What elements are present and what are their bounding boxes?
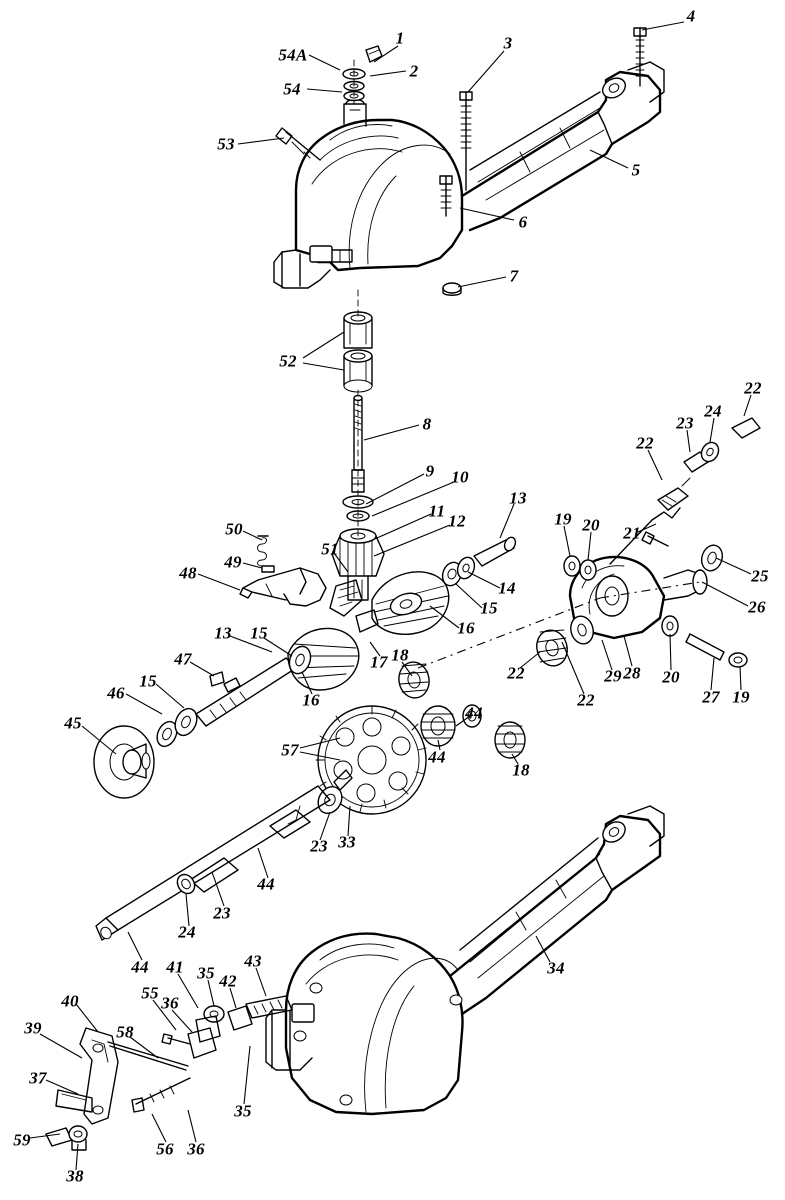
callout-number: 59 [13,1130,31,1150]
bevel-gear-16 [372,536,517,638]
callout-number: 46 [107,683,125,703]
callout-number: 15 [250,623,268,643]
cluster-gear-57 [313,660,525,818]
callout-number: 54 [283,79,301,99]
callout-number: 15 [139,671,157,691]
callout-number: 35 [234,1101,252,1121]
callout-number: 16 [302,690,320,710]
callout-number: 26 [748,597,766,617]
callout-number: 2 [409,61,419,81]
callout-number: 44 [428,747,446,767]
callout-number: 33 [338,832,356,852]
callout-number: 17 [370,652,388,672]
callout-number: 44 [257,874,275,894]
callout-number: 21 [623,523,641,543]
callout-number: 20 [582,515,600,535]
callout-number: 5 [631,160,641,180]
callout-number: 24 [704,401,722,421]
callout-number: 9 [425,461,435,481]
callout-number: 29 [604,666,622,686]
callout-number: 58 [116,1022,134,1042]
callout-number: 42 [219,971,237,991]
callout-number: 13 [509,488,527,508]
callout-number: 36 [187,1139,205,1159]
callout-number: 35 [197,963,215,983]
callout-number: 49 [224,552,242,572]
callout-number: 57 [281,740,299,760]
callout-number: 27 [702,687,720,707]
callout-number: 16 [457,618,475,638]
callout-number: 48 [179,563,197,583]
callout-number: 34 [547,958,565,978]
callout-number: 7 [509,266,519,286]
callout-number: 52 [279,351,297,371]
shift-fork-48 [240,536,326,606]
callout-number: 10 [451,467,469,487]
callout-number: 19 [732,687,750,707]
callout-number: 8 [422,414,432,434]
callout-number: 36 [161,993,179,1013]
callout-number: 11 [428,501,446,521]
callout-number: 20 [662,667,680,687]
callout-number: 53 [217,134,235,154]
input-shaft-8 [332,390,384,600]
callout-number: 22 [744,378,762,398]
callout-number: 22 [577,690,595,710]
callout-number: 13 [214,623,232,643]
callout-number: 51 [321,539,339,559]
callout-number: 6 [518,212,528,232]
callout-number: 40 [61,991,79,1011]
callout-number: 23 [310,836,328,856]
callout-number: 44 [465,703,483,723]
callout-number: 4 [686,6,696,26]
callout-number: 45 [64,713,82,733]
callout-number: 18 [512,760,530,780]
callout-number: 50 [225,519,243,539]
callout-number: 18 [391,645,409,665]
leader-lines [30,22,751,1170]
callout-number: 22 [636,433,654,453]
callout-number: 1 [395,28,405,48]
callout-number: 44 [131,957,149,977]
callout-number: 39 [24,1018,42,1038]
callout-number: 38 [66,1166,84,1186]
callout-number: 28 [623,663,641,683]
callout-number: 41 [166,957,184,977]
callout-number: 55 [141,983,159,1003]
bushings-52 [344,290,372,392]
upper-housing-assembly [274,28,664,295]
callout-number: 43 [244,951,262,971]
callout-number: 14 [498,578,516,598]
callout-number: 12 [448,511,466,531]
callout-number: 24 [178,922,196,942]
callout-number: 54A [278,45,308,65]
callout-number: 22 [507,663,525,683]
callout-number: 15 [480,598,498,618]
callout-number: 23 [213,903,231,923]
callout-number: 23 [676,413,694,433]
callout-number: 3 [503,33,513,53]
callout-number: 56 [156,1139,174,1159]
callout-number: 47 [174,649,192,669]
callout-number: 19 [554,509,572,529]
callout-number: 25 [751,566,769,586]
callout-number: 37 [29,1068,47,1088]
